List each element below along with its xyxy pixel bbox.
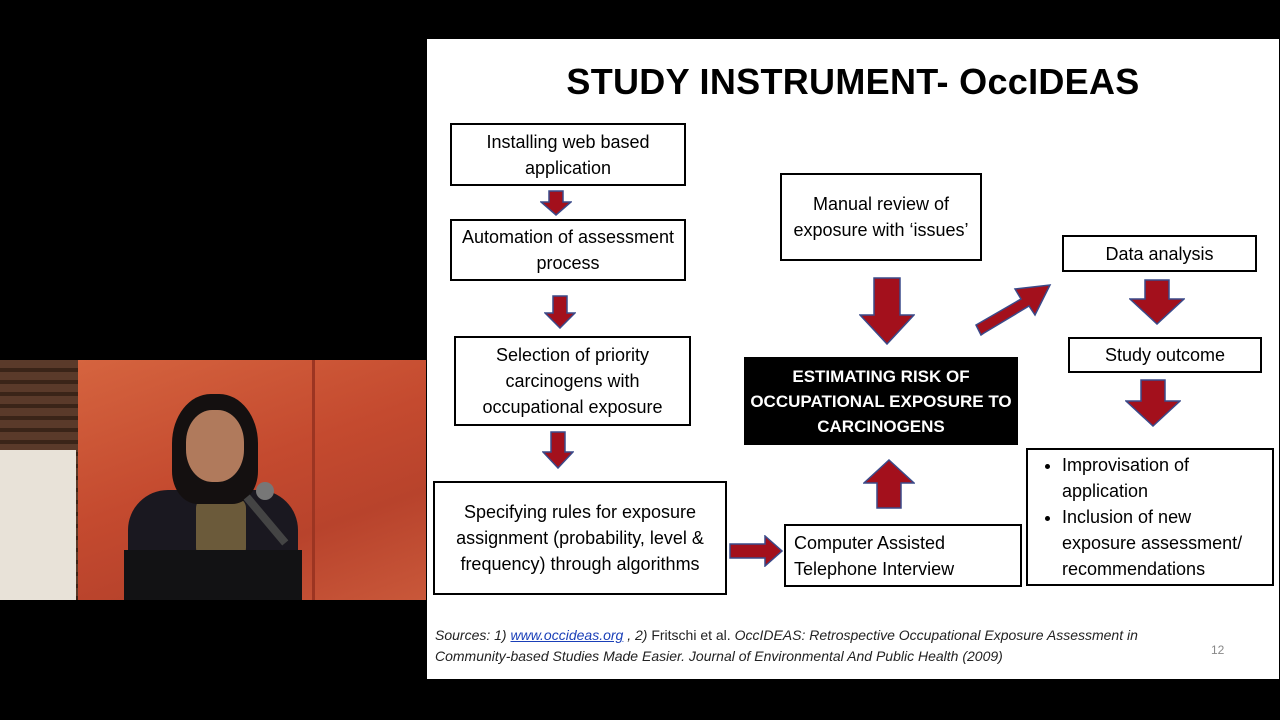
- arrow-down-icon: [542, 431, 574, 469]
- microphone-icon: [256, 482, 274, 500]
- sources-authors: Fritschi et al.: [651, 627, 735, 643]
- arrow-down-icon: [540, 190, 572, 216]
- box-study-outcome: Study outcome: [1068, 337, 1262, 373]
- slide-title: STUDY INSTRUMENT- OccIDEAS: [566, 61, 1140, 102]
- background-wall: [0, 450, 76, 600]
- box-data-analysis: Data analysis: [1062, 235, 1257, 272]
- speaker-face: [186, 410, 244, 482]
- box-estimating-risk: ESTIMATING RISK OF OCCUPATIONAL EXPOSURE TO CARCINOGENS: [744, 357, 1018, 445]
- sources-mid: , 2): [623, 627, 652, 643]
- page-number: 12: [1211, 643, 1225, 657]
- arrow-right-icon: [729, 535, 783, 567]
- box-selection: Selection of priority carcinogens with occupational exposure: [454, 336, 691, 426]
- arrow-down-icon: [859, 277, 915, 345]
- occideas-link[interactable]: www.occideas.org: [510, 627, 624, 643]
- box-outcome-items: [1026, 448, 1274, 586]
- arrow-diagonal-icon: [975, 277, 1053, 341]
- sources-prefix: Sources: 1): [435, 627, 511, 643]
- outcome-item: • Inclusion of new exposure assessment/ recommendations: [1062, 504, 1266, 582]
- sources-citation: [435, 625, 1215, 667]
- outcome-item: • Improvisation of application: [1062, 452, 1266, 504]
- arrow-down-icon: [1125, 379, 1181, 427]
- box-automation: Automation of assessment process: [450, 219, 686, 281]
- presentation-slide: [427, 39, 1279, 679]
- wall-divider: [312, 360, 315, 600]
- arrow-down-icon: [1129, 279, 1185, 325]
- box-installing: Installing web based application: [450, 123, 686, 186]
- box-cati: Computer Assisted Telephone Interview: [784, 524, 1022, 587]
- arrow-up-icon: [863, 459, 915, 509]
- speaker-scarf: [196, 498, 246, 558]
- podium: [124, 550, 302, 600]
- speaker-video: [0, 360, 426, 600]
- box-manual-review: Manual review of exposure with ‘issues’: [780, 173, 982, 261]
- outcome-list: [1036, 452, 1266, 582]
- sources-citation-text: OccIDEAS: Retrospective Occupational Exposure Assessment in Community-based Studies Made Easier. Journal of Environmental And Public Health (2009): [435, 627, 1138, 664]
- arrow-down-icon: [544, 295, 576, 329]
- box-specifying: Specifying rules for exposure assignment (probability, level & frequency) through algorithms: [433, 481, 727, 595]
